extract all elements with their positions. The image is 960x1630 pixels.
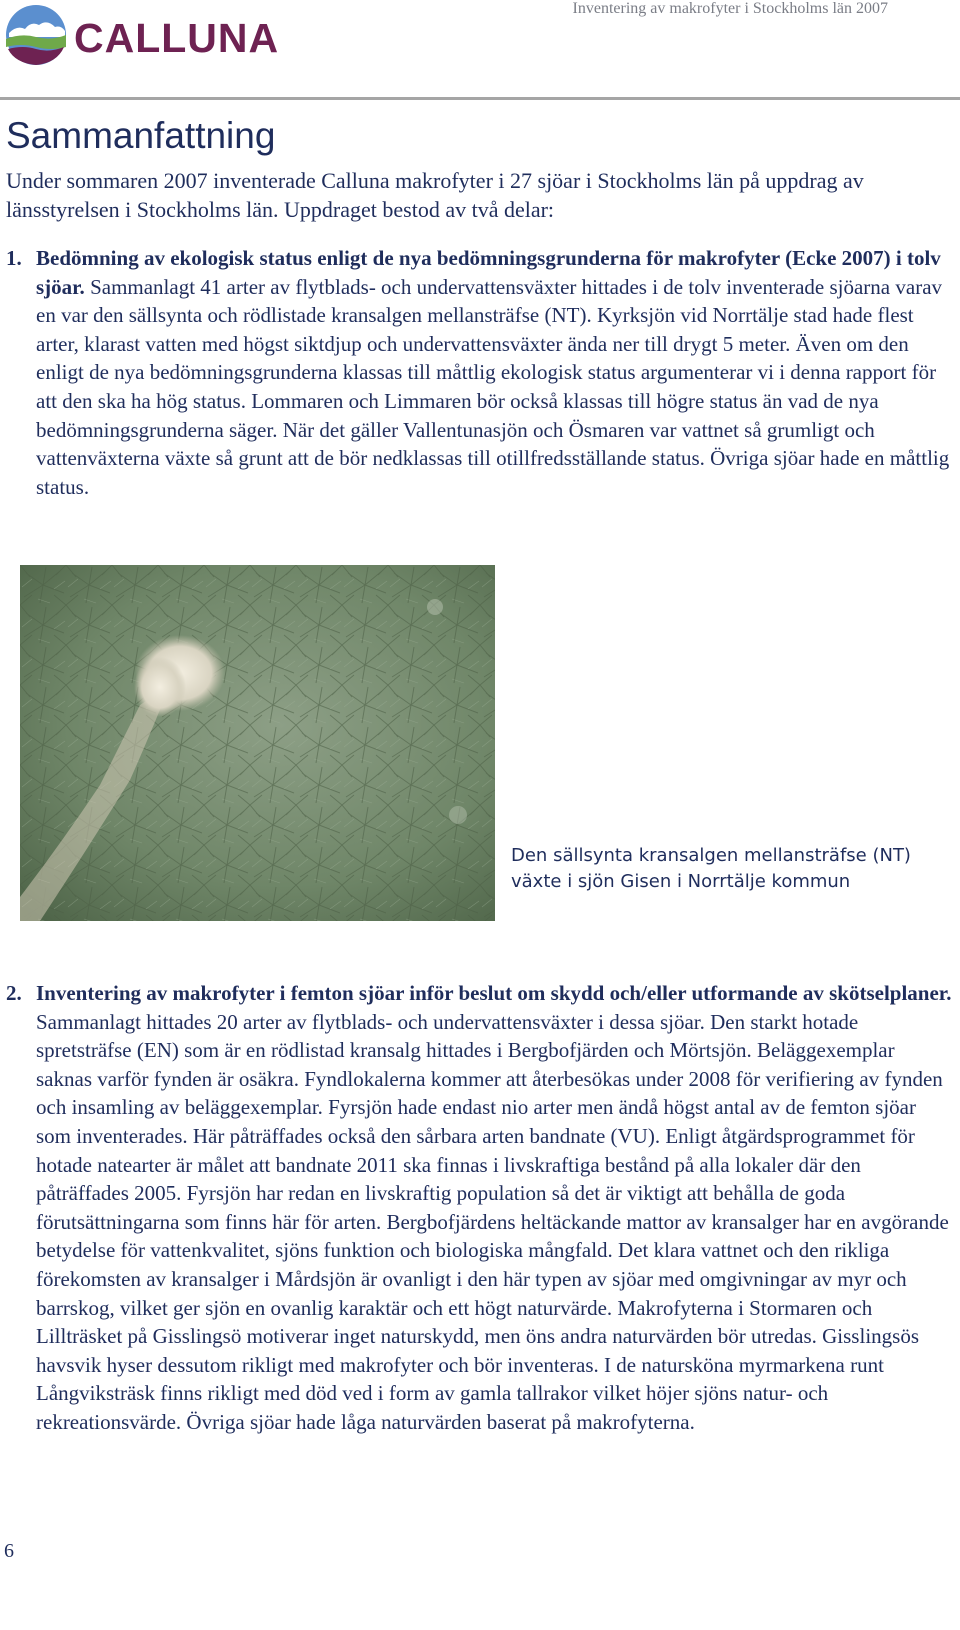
caption-line: Den sällsynta kransalgen mellansträfse (NT): [511, 845, 911, 866]
list-item-number: 2.: [6, 981, 22, 1005]
list-item-body: Sammanlagt 41 arter av flytblads- och undervattensväxter hittades i de tolv inventerade sjöarna varav en var den sällsynta och rödlistade kransalgen mellansträfse (NT). Kyrksjön vid Norrtälje stad hade flest arter, klarast vatten med högst siktdjup och undervattensväxter ända ner till drygt 5 meter. Även om den enligt de nya bedömningsgrunderna klassas till måttlig ekologisk status argumenterar vi i denna rapport för att den ska ha hög status. Lommaren och Limmaren bör också klassas till högre status än vad de nya bedömningsgrunderna säger. När det gäller Vallentunasjön och Ösmaren var vattnet så grumligt och vattenväxterna växte så grunt att de bör nedklassas till otillfredsställande status. Övriga sjöar hade en måttlig status.: [36, 274, 950, 499]
list-item-text: [36, 244, 954, 501]
intro-paragraph: Under sommaren 2007 inventerade Calluna makrofyter i 27 sjöar i Stockholms län på uppdrag av länsstyrelsen i Stockholms län. Uppdraget bestod av två delar:: [6, 168, 864, 222]
photo-caption: [511, 843, 911, 895]
page-header: [0, 0, 960, 100]
section-heading: Sammanfattning: [6, 115, 276, 156]
header-divider: [0, 97, 960, 100]
list-item-lead: Bedömning av ekologisk status enligt de nya bedömningsgrunderna för makrofyter (Ecke 2007) i tolv sjöar.: [36, 246, 941, 299]
list-item-number: 1.: [6, 246, 22, 270]
logo-text: CALLUNA: [74, 15, 280, 61]
calluna-logo-icon: [3, 3, 69, 67]
list-item: [6, 979, 954, 1437]
list-item-text: [36, 979, 954, 1437]
list-item: [6, 244, 954, 501]
document-title: Inventering av makrofyter i Stockholms län 2007: [572, 0, 888, 17]
underwater-photo: [20, 565, 495, 921]
page-number: 6: [4, 1540, 14, 1562]
list-item-lead: Inventering av makrofyter i femton sjöar inför beslut om skydd och/eller utformande av skötselplaner.: [36, 981, 952, 1005]
list-item-body: Sammanlagt hittades 20 arter av flytblads- och undervattensväxter i dessa sjöar. Den starkt hotade spretsträfse (EN) som är en rödlistad kransalg hittades i Bergbofjärden och Mörtsjön. Beläggexemplar saknas varför fynden är osäkra. Fyndlokalerna kommer att återbesökas under 2008 för verifiering av fynden och insamling av beläggexemplar. Fyrsjön hade endast nio arter men ändå högst antal av de femton sjöar som inventerades. Här påträffades också den sårbara arten bandnate (VU). Enligt åtgärdsprogrammet för hotade natearter är målet att bandnate 2011 ska finnas i livskraftiga bestånd på alla lokaler där den påträffades 2005. Fyrsjön har redan en livskraftig population så det är viktigt att behålla de goda förutsättningarna som finns här för arten. Bergbofjärdens heltäckande mattor av kransalger har en avgörande betydelse för vattenkvalitet, sjöns funktion och biologiska mångfald. Det klara vattnet och den rikliga förekomsten av kransalger i Mårdsjön är ovanligt i den här typen av sjöar med omgivningar av myr och barrskog, vilket ger sjön en ovanlig karaktär och ett högt naturvärde. Makrofyterna i Stormaren och Lillträsket på Gisslingsö motiverar inget naturskydd, men öns andra naturvärden bör utredas. Gisslingsös havsvik hyser dessutom rikligt med makrofyter och bör inventeras. I de natursköna myrmarkena runt Långviksträsk finns rikligt med död ved i form av gamla tallrakor vilket höjer sjöns natur- och rekreationsvärde. Övriga sjöar hade låga naturvärden baserat på makrofyterna.: [36, 1009, 949, 1434]
caption-line: växte i sjön Gisen i Norrtälje kommun: [511, 871, 851, 892]
